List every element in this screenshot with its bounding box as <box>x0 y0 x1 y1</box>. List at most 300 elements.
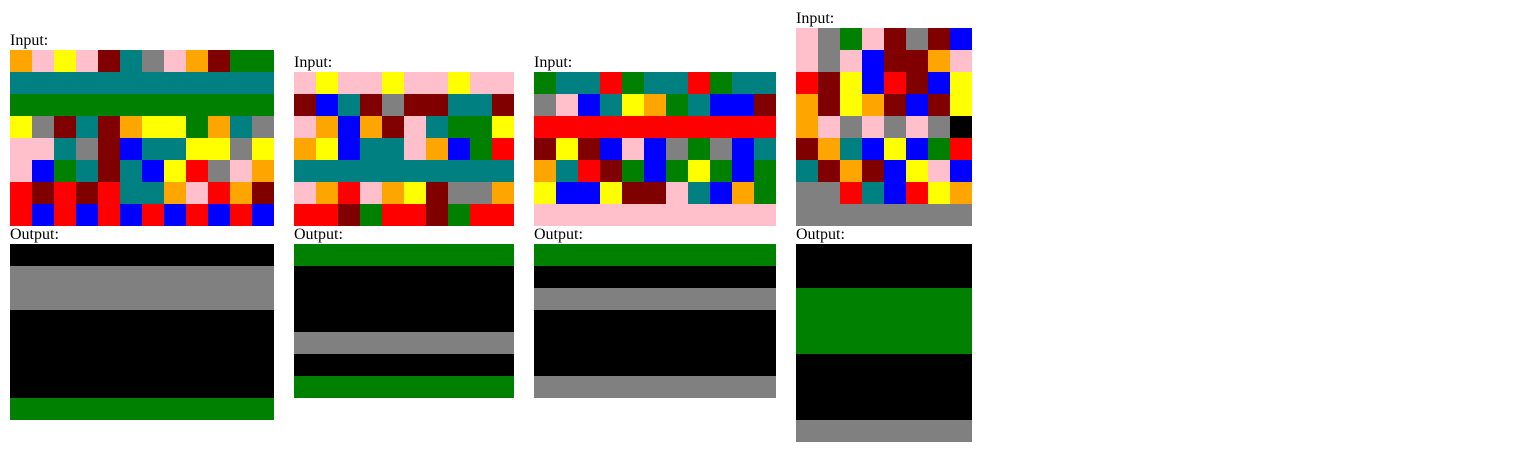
grid-cell <box>316 376 338 398</box>
input-label: Input: <box>10 32 49 49</box>
grid-cell <box>426 310 448 332</box>
grid-cell <box>470 244 492 266</box>
input-grid <box>294 72 514 226</box>
grid-cell <box>98 376 120 398</box>
grid-cell <box>120 182 142 204</box>
grid-cell <box>884 266 906 288</box>
grid-cell <box>906 94 928 116</box>
grid-cell <box>142 204 164 226</box>
grid-cell <box>360 310 382 332</box>
grid-cell <box>796 50 818 72</box>
grid-cell <box>360 160 382 182</box>
grid-cell <box>252 244 274 266</box>
grid-cell <box>754 244 776 266</box>
grid-cell <box>732 376 754 398</box>
grid-cell <box>796 310 818 332</box>
grid-cell <box>54 182 76 204</box>
grid-cell <box>10 244 32 266</box>
grid-cell <box>294 354 316 376</box>
grid-cell <box>448 354 470 376</box>
grid-cell <box>818 50 840 72</box>
grid-cell <box>840 28 862 50</box>
grid-cell <box>142 138 164 160</box>
grid-cell <box>120 244 142 266</box>
grid-cell <box>426 376 448 398</box>
grid-cell <box>492 116 514 138</box>
grid-cell <box>754 266 776 288</box>
grid-cell <box>252 94 274 116</box>
grid-cell <box>556 116 578 138</box>
grid-cell <box>578 116 600 138</box>
grid-cell <box>840 376 862 398</box>
grid-cell <box>884 116 906 138</box>
grid-cell <box>732 182 754 204</box>
grid-cell <box>906 50 928 72</box>
grid-cell <box>32 50 54 72</box>
grid-cell <box>884 244 906 266</box>
grid-cell <box>252 50 274 72</box>
output-label: Output: <box>534 226 583 243</box>
grid-cell <box>884 72 906 94</box>
grid-cell <box>360 376 382 398</box>
grid-cell <box>818 310 840 332</box>
grid-cell <box>796 332 818 354</box>
grid-cell <box>644 376 666 398</box>
grid-cell <box>906 204 928 226</box>
grid-cell <box>796 288 818 310</box>
grid-cell <box>76 376 98 398</box>
grid-cell <box>76 204 98 226</box>
grid-cell <box>556 354 578 376</box>
grid-cell <box>448 72 470 94</box>
grid-cell <box>950 50 972 72</box>
grid-cell <box>186 398 208 420</box>
grid-cell <box>164 204 186 226</box>
grid-cell <box>54 288 76 310</box>
grid-cell <box>862 266 884 288</box>
grid-cell <box>208 94 230 116</box>
grid-cell <box>534 288 556 310</box>
grid-cell <box>10 398 32 420</box>
grid-cell <box>404 376 426 398</box>
grid-cell <box>208 288 230 310</box>
grid-cell <box>316 72 338 94</box>
grid-cell <box>230 310 252 332</box>
grid-cell <box>884 160 906 182</box>
grid-cell <box>470 182 492 204</box>
grid-cell <box>404 138 426 160</box>
grid-cell <box>186 160 208 182</box>
grid-cell <box>818 28 840 50</box>
grid-cell <box>294 182 316 204</box>
grid-cell <box>208 310 230 332</box>
input-label: Input: <box>796 10 835 27</box>
grid-cell <box>338 204 360 226</box>
grid-cell <box>120 94 142 116</box>
grid-cell <box>534 354 556 376</box>
grid-cell <box>294 138 316 160</box>
grid-cell <box>862 160 884 182</box>
grid-cell <box>950 398 972 420</box>
grid-cell <box>732 72 754 94</box>
grid-cell <box>208 182 230 204</box>
grid-cell <box>600 72 622 94</box>
grid-cell <box>492 288 514 310</box>
grid-cell <box>470 332 492 354</box>
grid-cell <box>666 244 688 266</box>
grid-cell <box>98 332 120 354</box>
grid-cell <box>796 244 818 266</box>
grid-cell <box>142 116 164 138</box>
grid-cell <box>426 204 448 226</box>
grid-cell <box>884 182 906 204</box>
grid-cell <box>688 72 710 94</box>
grid-cell <box>186 138 208 160</box>
grid-cell <box>164 266 186 288</box>
input-grid <box>534 72 776 226</box>
grid-cell <box>862 332 884 354</box>
example-1 <box>10 32 274 420</box>
grid-cell <box>120 288 142 310</box>
grid-cell <box>688 160 710 182</box>
grid-cell <box>448 182 470 204</box>
grid-cell <box>426 244 448 266</box>
grid-cell <box>404 266 426 288</box>
grid-cell <box>688 266 710 288</box>
grid-cell <box>578 332 600 354</box>
grid-cell <box>142 398 164 420</box>
grid-cell <box>10 72 32 94</box>
grid-cell <box>688 204 710 226</box>
grid-cell <box>76 72 98 94</box>
grid-cell <box>448 266 470 288</box>
grid-cell <box>884 288 906 310</box>
input-grid <box>10 50 274 226</box>
grid-cell <box>448 94 470 116</box>
grid-cell <box>884 138 906 160</box>
grid-cell <box>732 160 754 182</box>
grid-cell <box>534 376 556 398</box>
grid-cell <box>208 376 230 398</box>
grid-cell <box>54 332 76 354</box>
grid-cell <box>534 116 556 138</box>
grid-cell <box>928 138 950 160</box>
grid-cell <box>10 160 32 182</box>
grid-cell <box>710 354 732 376</box>
grid-cell <box>426 160 448 182</box>
grid-cell <box>556 160 578 182</box>
grid-cell <box>142 72 164 94</box>
grid-cell <box>884 94 906 116</box>
grid-cell <box>120 354 142 376</box>
grid-cell <box>556 138 578 160</box>
grid-cell <box>666 72 688 94</box>
grid-cell <box>382 116 404 138</box>
grid-cell <box>448 160 470 182</box>
grid-cell <box>32 160 54 182</box>
grid-cell <box>252 398 274 420</box>
grid-cell <box>426 72 448 94</box>
grid-cell <box>10 94 32 116</box>
grid-cell <box>710 288 732 310</box>
grid-cell <box>556 310 578 332</box>
grid-cell <box>76 50 98 72</box>
grid-cell <box>382 182 404 204</box>
grid-cell <box>54 94 76 116</box>
grid-cell <box>688 288 710 310</box>
grid-cell <box>426 354 448 376</box>
grid-cell <box>710 332 732 354</box>
grid-cell <box>732 354 754 376</box>
grid-cell <box>818 72 840 94</box>
grid-cell <box>754 138 776 160</box>
grid-cell <box>840 50 862 72</box>
grid-cell <box>426 266 448 288</box>
grid-cell <box>98 160 120 182</box>
grid-cell <box>796 116 818 138</box>
grid-cell <box>492 244 514 266</box>
grid-cell <box>54 116 76 138</box>
grid-cell <box>906 116 928 138</box>
grid-cell <box>840 94 862 116</box>
grid-cell <box>164 354 186 376</box>
grid-cell <box>600 288 622 310</box>
grid-cell <box>534 72 556 94</box>
grid-cell <box>142 310 164 332</box>
grid-cell <box>950 310 972 332</box>
grid-cell <box>688 244 710 266</box>
grid-cell <box>230 266 252 288</box>
grid-cell <box>928 244 950 266</box>
grid-cell <box>622 182 644 204</box>
grid-cell <box>10 116 32 138</box>
grid-cell <box>164 244 186 266</box>
grid-cell <box>818 288 840 310</box>
grid-cell <box>928 116 950 138</box>
grid-cell <box>338 160 360 182</box>
grid-cell <box>732 204 754 226</box>
output-label: Output: <box>10 226 59 243</box>
grid-cell <box>622 138 644 160</box>
grid-cell <box>862 398 884 420</box>
grid-cell <box>906 354 928 376</box>
grid-cell <box>76 244 98 266</box>
grid-cell <box>950 94 972 116</box>
grid-cell <box>252 182 274 204</box>
grid-cell <box>470 266 492 288</box>
grid-cell <box>164 94 186 116</box>
grid-cell <box>666 160 688 182</box>
grid-cell <box>600 182 622 204</box>
grid-cell <box>818 398 840 420</box>
grid-cell <box>142 94 164 116</box>
grid-cell <box>906 138 928 160</box>
grid-cell <box>186 310 208 332</box>
grid-cell <box>556 182 578 204</box>
grid-cell <box>666 332 688 354</box>
grid-cell <box>294 116 316 138</box>
grid-cell <box>688 182 710 204</box>
grid-cell <box>534 332 556 354</box>
grid-cell <box>448 332 470 354</box>
grid-cell <box>840 420 862 442</box>
grid-cell <box>492 376 514 398</box>
grid-cell <box>600 138 622 160</box>
grid-cell <box>710 376 732 398</box>
grid-cell <box>578 94 600 116</box>
grid-cell <box>710 160 732 182</box>
grid-cell <box>164 160 186 182</box>
grid-cell <box>688 116 710 138</box>
grid-cell <box>186 72 208 94</box>
grid-cell <box>142 332 164 354</box>
grid-cell <box>950 116 972 138</box>
grid-cell <box>556 266 578 288</box>
input-label: Input: <box>294 54 333 71</box>
grid-cell <box>32 138 54 160</box>
grid-cell <box>448 204 470 226</box>
grid-cell <box>950 28 972 50</box>
grid-cell <box>666 354 688 376</box>
grid-cell <box>208 332 230 354</box>
grid-cell <box>840 398 862 420</box>
grid-cell <box>796 138 818 160</box>
grid-cell <box>818 160 840 182</box>
grid-cell <box>426 182 448 204</box>
grid-cell <box>884 204 906 226</box>
grid-cell <box>252 204 274 226</box>
grid-cell <box>230 244 252 266</box>
grid-cell <box>688 376 710 398</box>
grid-cell <box>76 138 98 160</box>
grid-cell <box>796 160 818 182</box>
grid-cell <box>230 138 252 160</box>
grid-cell <box>906 182 928 204</box>
grid-cell <box>470 160 492 182</box>
grid-cell <box>164 116 186 138</box>
grid-cell <box>252 332 274 354</box>
grid-cell <box>840 354 862 376</box>
grid-cell <box>578 354 600 376</box>
grid-cell <box>578 204 600 226</box>
grid-cell <box>32 398 54 420</box>
grid-cell <box>862 28 884 50</box>
grid-cell <box>556 332 578 354</box>
grid-cell <box>382 332 404 354</box>
grid-cell <box>688 94 710 116</box>
grid-cell <box>666 204 688 226</box>
grid-cell <box>316 354 338 376</box>
output-grid <box>294 244 514 398</box>
grid-cell <box>906 28 928 50</box>
grid-cell <box>10 310 32 332</box>
grid-cell <box>186 244 208 266</box>
grid-cell <box>186 376 208 398</box>
grid-cell <box>796 182 818 204</box>
grid-cell <box>382 266 404 288</box>
grid-cell <box>622 116 644 138</box>
grid-cell <box>754 204 776 226</box>
grid-cell <box>578 288 600 310</box>
grid-cell <box>230 398 252 420</box>
grid-cell <box>534 94 556 116</box>
grid-cell <box>382 288 404 310</box>
grid-cell <box>732 94 754 116</box>
grid-cell <box>796 204 818 226</box>
grid-cell <box>252 72 274 94</box>
grid-cell <box>338 310 360 332</box>
grid-cell <box>164 288 186 310</box>
grid-cell <box>600 116 622 138</box>
grid-cell <box>710 204 732 226</box>
grid-cell <box>600 310 622 332</box>
grid-cell <box>534 138 556 160</box>
grid-cell <box>622 332 644 354</box>
grid-cell <box>32 204 54 226</box>
grid-cell <box>928 332 950 354</box>
example-3 <box>534 54 776 398</box>
grid-cell <box>470 72 492 94</box>
grid-cell <box>840 332 862 354</box>
output-grid <box>534 244 776 398</box>
grid-cell <box>32 116 54 138</box>
grid-cell <box>426 288 448 310</box>
grid-cell <box>492 182 514 204</box>
output-grid <box>10 244 274 420</box>
grid-cell <box>796 354 818 376</box>
grid-cell <box>840 288 862 310</box>
grid-cell <box>10 138 32 160</box>
grid-cell <box>862 72 884 94</box>
grid-cell <box>360 72 382 94</box>
grid-cell <box>32 310 54 332</box>
grid-cell <box>906 376 928 398</box>
grid-cell <box>338 376 360 398</box>
grid-cell <box>862 376 884 398</box>
grid-cell <box>644 244 666 266</box>
grid-cell <box>600 94 622 116</box>
grid-cell <box>666 310 688 332</box>
grid-cell <box>76 354 98 376</box>
grid-cell <box>54 310 76 332</box>
grid-cell <box>10 354 32 376</box>
grid-cell <box>950 288 972 310</box>
grid-cell <box>884 354 906 376</box>
grid-cell <box>360 288 382 310</box>
grid-cell <box>98 116 120 138</box>
grid-cell <box>208 160 230 182</box>
grid-cell <box>622 376 644 398</box>
grid-cell <box>818 376 840 398</box>
grid-cell <box>142 266 164 288</box>
grid-cell <box>840 160 862 182</box>
grid-cell <box>884 310 906 332</box>
grid-cell <box>404 288 426 310</box>
grid-cell <box>316 288 338 310</box>
grid-cell <box>688 354 710 376</box>
grid-cell <box>54 50 76 72</box>
grid-cell <box>600 376 622 398</box>
grid-cell <box>76 288 98 310</box>
grid-cell <box>862 94 884 116</box>
grid-cell <box>600 332 622 354</box>
grid-cell <box>404 160 426 182</box>
grid-cell <box>840 244 862 266</box>
grid-cell <box>10 376 32 398</box>
grid-cell <box>534 266 556 288</box>
grid-cell <box>754 376 776 398</box>
grid-cell <box>230 72 252 94</box>
